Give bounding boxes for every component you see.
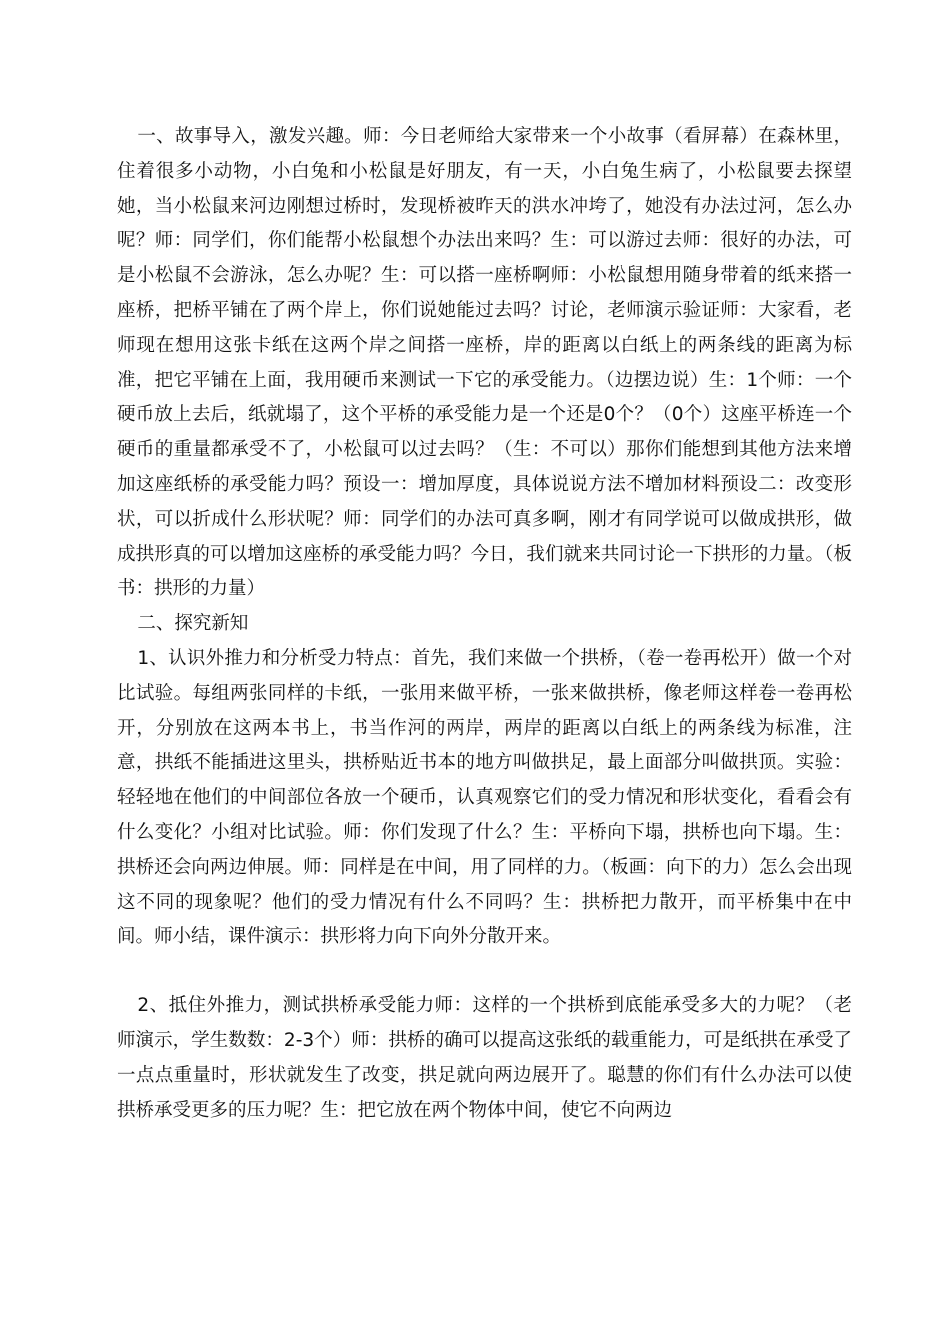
paragraph-explore-step-1: 1、认识外推力和分析受力特点：首先，我们来做一个拱桥，（卷一卷再松开）做一个对比试验。每组两张同样的卡纸，一张用来做平桥，一张来做拱桥，像老师这样卷一卷再松开，分别放在这两本书上，书当作河的两岸，两岸的距离以白纸上的两条线为标准，注意，拱纸不能插进这里头，拱桥贴近书本的地方叫做拱足，最上面部分叫做拱顶。实验：轻轻地在他们的中间部位各放一个硬币，认真观察它们的受力情况和形状变化，看看会有什么变化？小组对比试验。师：你们发现了什么？生：平桥向下塌，拱桥也向下塌。生：拱桥还会向两边伸展。师：同样是在中间，用了同样的力。（板画：向下的力）怎么会出现这不同的现象呢？他们的受力情况有什么不同吗？生：拱桥把力散开，而平桥集中在中间。师小结，课件演示：拱形将力向下向外分散开来。 (117, 647, 852, 948)
paragraph-spacer (117, 955, 852, 989)
paragraph-explore-step-2: 2、抵住外推力，测试拱桥承受能力师：这样的一个拱桥到底能承受多大的力呢？（老师演示，学生数数：2-3个）师：拱桥的确可以提高这张纸的载重能力，可是纸拱在承受了一点点重量时，形状就发生了改变，拱足就向两边展开了。聪慧的你们有什么办法可以使拱桥承受更多的压力呢？生：把它放在两个物体中间，使它不向两边 (117, 995, 852, 1121)
paragraph-story-intro: 一、故事导入，激发兴趣。师：今日老师给大家带来一个小故事（看屏幕）在森林里，住着很多小动物，小白兔和小松鼠是好朋友，有一天，小白兔生病了，小松鼠要去探望她，当小松鼠来河边刚想过桥时，发现桥被昨天的洪水冲垮了，她没有办法过河，怎么办呢？师：同学们，你们能帮小松鼠想个办法出来吗？生：可以游过去师：很好的办法，可是小松鼠不会游泳，怎么办呢？生：可以搭一座桥啊师：小松鼠想用随身带着的纸来搭一座桥，把桥平铺在了两个岸上，你们说她能过去吗？讨论，老师演示验证师：大家看，老师现在想用这张卡纸在这两个岸之间搭一座桥，岸的距离以白纸上的两条线的距离为标准，把它平铺在上面，我用硬币来测试一下它的承受能力。（边摆边说）生：1个师：一个硬币放上去后，纸就塌了，这个平桥的承受能力是一个还是0个？（0个）这座平桥连一个硬币的重量都承受不了，小松鼠可以过去吗？（生：不可以）那你们能想到其他方法来增加这座纸桥的承受能力吗？预设一：增加厚度，具体说说方法不增加材料预设二：改变形状，可以折成什么形状呢？师：同学们的办法可真多啊，刚才有同学说可以做成拱形，做成拱形真的可以增加这座桥的承受能力吗？今日，我们就来共同讨论一下拱形的力量。（板书：拱形的力量） (117, 126, 852, 600)
document-page (117, 120, 852, 1128)
section-heading-explore: 二、探究新知 (137, 613, 249, 635)
